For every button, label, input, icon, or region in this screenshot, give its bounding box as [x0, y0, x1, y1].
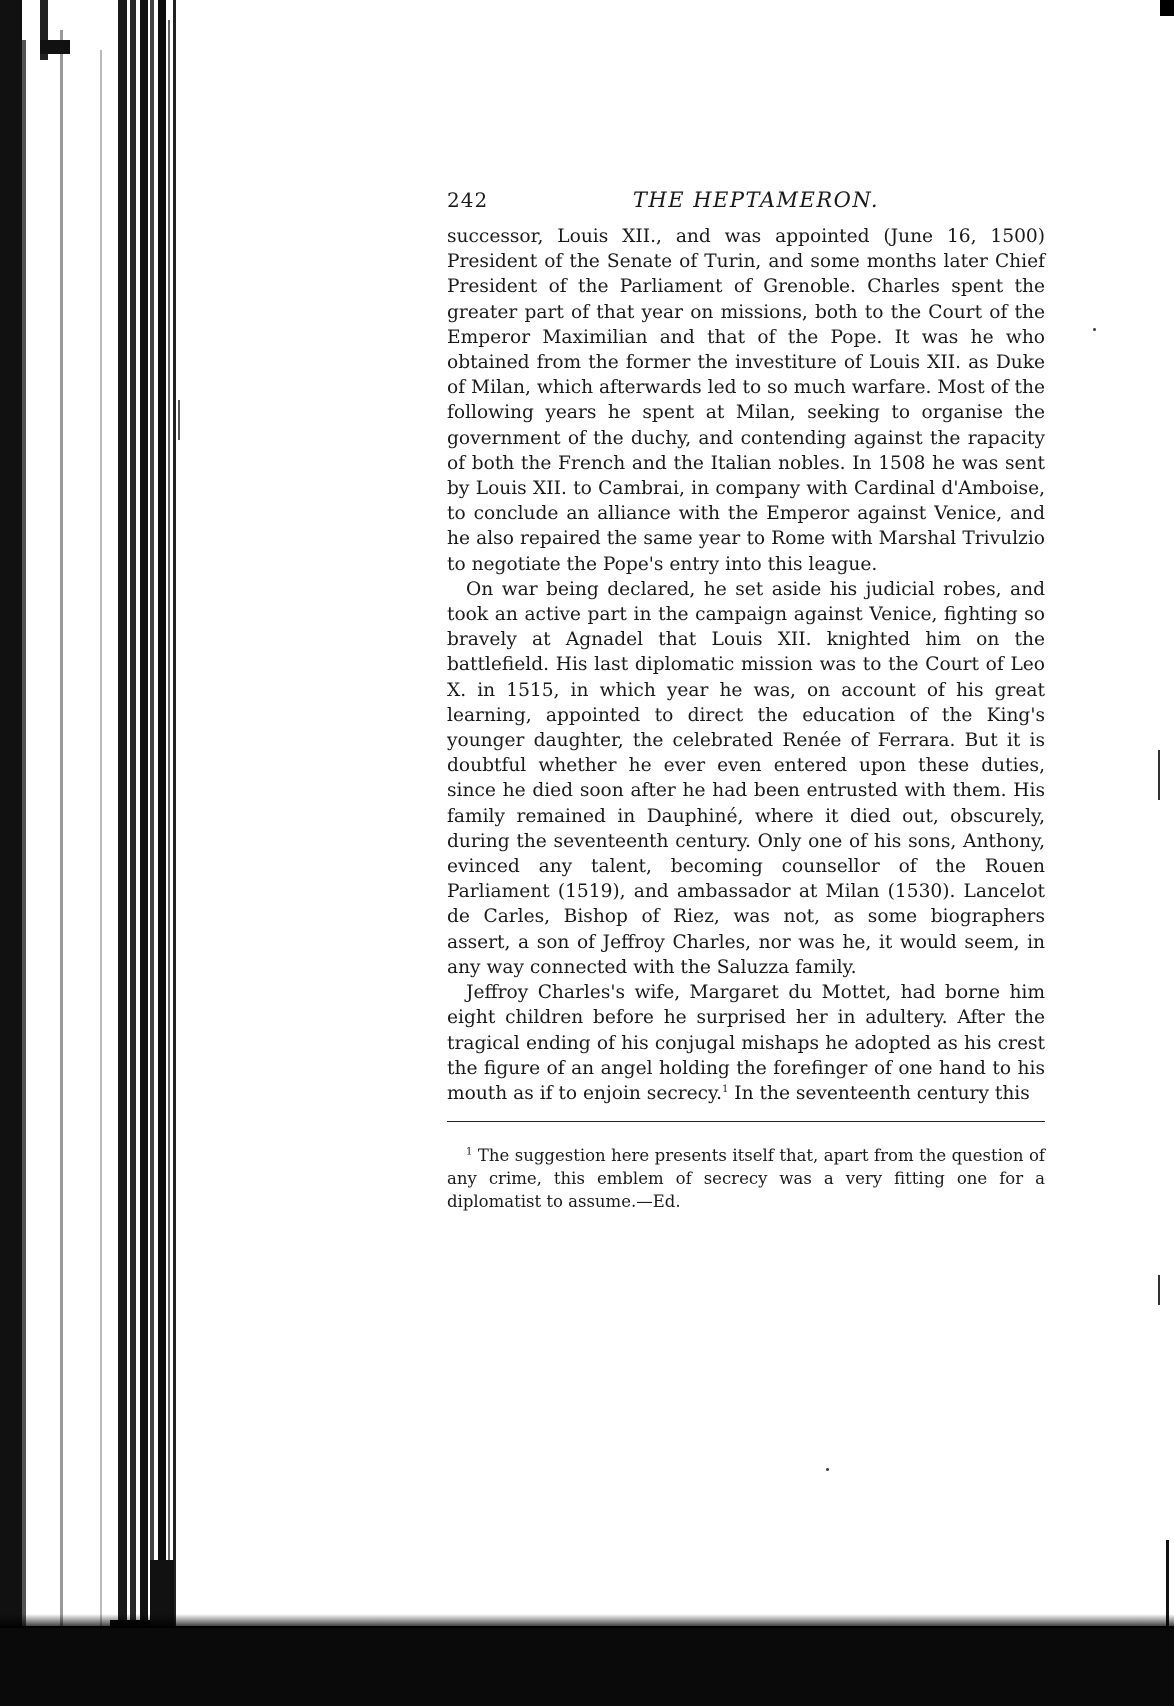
paragraph-text: Jeffroy Charles's wife, Margaret du Mottet, had borne him eight children before he surprised her in adultery. After the tragical ending of his conjugal mishaps he adopted as his crest the figure of an angel holding the forefinger of one hand to his mouth as if to enjoin secrecy. [447, 982, 1045, 1104]
book-page [447, 188, 1045, 1213]
body-text [447, 224, 1045, 1106]
footnote-reference: 1 [722, 1083, 729, 1095]
paragraph: successor, Louis XII., and was appointed (June 16, 1500) President of the Senate of Turin, and some months later Chief President of the Parliament of Grenoble. Charles spent the greater part of that year on missions, both to the Court of the Emperor Maximilian and that of the Pope. It was he who obtained from the former the investiture of Louis XII. as Duke of Milan, which afterwards led to so much warfare. Most of the following years he spent at Milan, seeking to organise the government of the duchy, and contending against the rapacity of both the French and the Italian nobles. In 1508 he was sent by Louis XII. to Cambrai, in company with Cardinal d'Amboise, to conclude an alliance with the Emperor against Venice, and he also repaired the same year to Rome with Marshal Trivulzio to negotiate the Pope's entry into this league. [447, 226, 1045, 575]
scan-spine-edge [0, 0, 190, 1706]
paragraph: On war being declared, he set aside his judicial robes, and took an active part in the campaign against Venice, fighting so bravely at Agnadel that Louis XII. knighted him on the battlefield. His last diplomatic mission was to the Court of Leo X. in 1515, in which year he was, on account of his great learning, appointed to direct the education of the King's younger daughter, the celebrated Renée of Ferrara. But it is doubtful whether he ever even entered upon these duties, since he died soon after he had been entrusted with them. His family remained in Dauphiné, where it died out, obscurely, during the seventeenth century. Only one of his sons, Anthony, evinced any talent, becoming counsellor of the Rouen Parliament (1519), and ambassador at Milan (1530). Lancelot de Carles, Bishop of Riez, was not, as some biographers assert, a son of Jeffroy Charles, nor was he, it would seem, in any way connected with the Saluzza family. [447, 578, 1045, 978]
scan-bottom-edge [0, 1626, 1174, 1706]
stray-mark [1093, 328, 1096, 331]
page-number: 242 [447, 188, 489, 212]
footnote-rule [447, 1121, 1045, 1122]
footnote-marker: 1 [466, 1146, 473, 1158]
paragraph [447, 980, 1045, 1106]
footnote [447, 1144, 1045, 1213]
running-head [447, 188, 1045, 224]
stray-mark [826, 1468, 829, 1471]
paragraph-text: In the seventeenth century this [728, 1082, 1030, 1104]
book-title: THE HEPTAMERON. [632, 188, 880, 212]
footnote-text: The suggestion here presents itself that, apart from the question of any crime, this emblem of secrecy was a very fitting one for a diplomatist to assume.—Ed. [447, 1146, 1045, 1212]
